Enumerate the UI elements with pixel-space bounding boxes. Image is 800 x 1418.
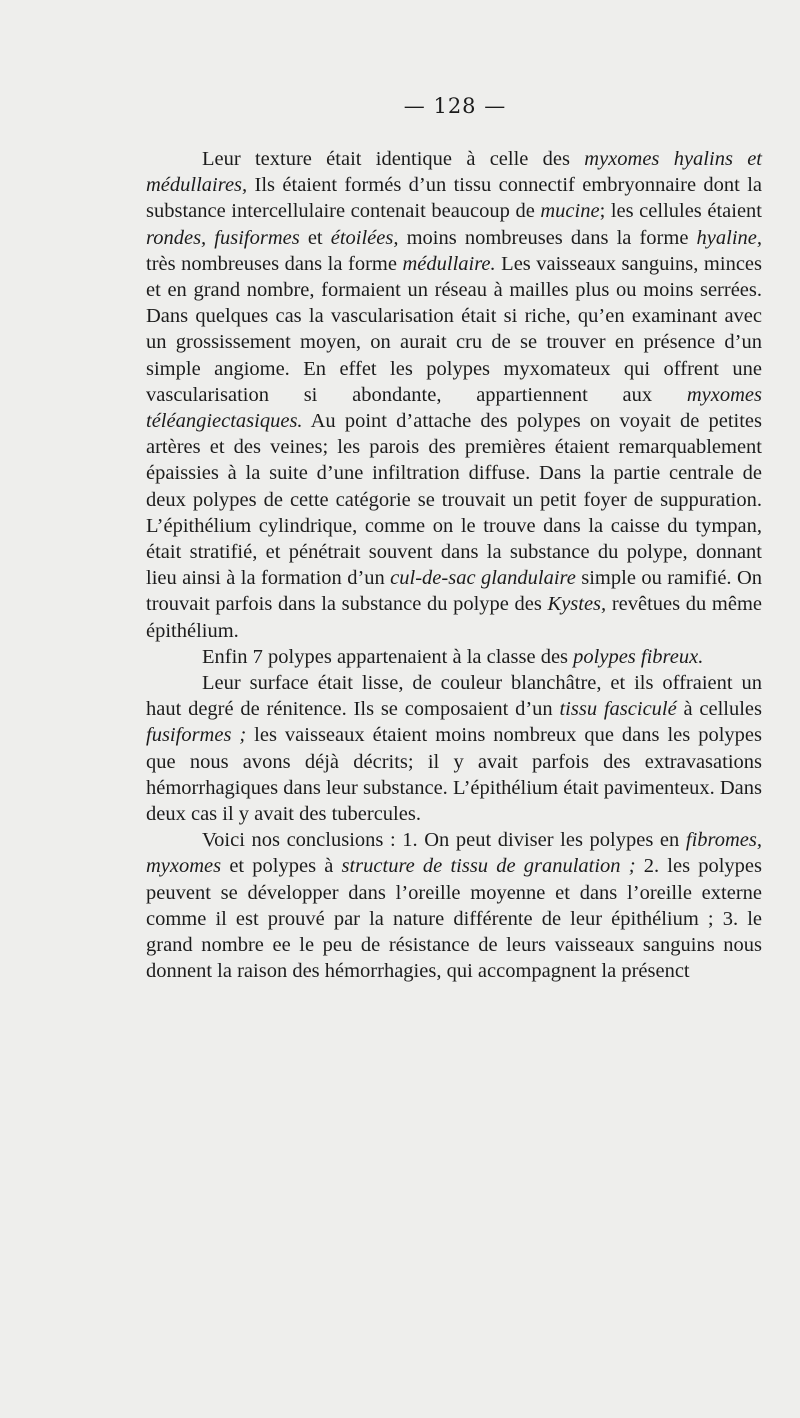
paragraph (146, 146, 762, 644)
italic-term: fusiformes ; (146, 724, 247, 747)
text-run: et polypes à (221, 855, 342, 878)
page-number: — 128 — (403, 94, 507, 118)
paragraph (146, 827, 762, 984)
italic-term: myxomes téléangiectasiques. (146, 383, 762, 433)
italic-term: myxomes hyalins et médullaires, (146, 148, 762, 197)
italic-term: cul-de-sac glandulaire (390, 567, 576, 590)
italic-term: médullaire. (402, 252, 496, 275)
paragraph (146, 670, 762, 827)
paragraph (146, 644, 762, 670)
italic-term: Kystes, (547, 593, 607, 616)
text-run: Les vaisseaux sanguins, minces et en grand nombre, formaient un réseau à mailles plus ou moins serrées. Dans quelques cas la vascularisation était si riche, qu’en examinant avec un grossissement moyen, on aurait cru de se trouver en présence d’un simple angiome. En effet les polypes myxomateux qui offrent une vascularisation si abondante, appartiennent aux (146, 252, 762, 406)
text-run: à cellules (676, 698, 762, 721)
text-run: et (299, 226, 331, 249)
text-run: ; les cellules étaient (599, 200, 762, 223)
text-run: 2. les polypes peuvent se développer dans l’oreille moyenne et dans l’oreille externe comme il est prouvé par la nature différente de leur épithélium ; 3. le grand nombre ee le peu de résistance de leurs vaisseaux sanguins nous donnent la raison des hémorrhagies, qui accompagnent la présenct (146, 855, 762, 983)
italic-term: rondes, fusiformes (146, 226, 300, 249)
italic-term: mucine (540, 200, 600, 223)
body-text (146, 146, 762, 985)
text-run: Leur texture était identique à celle des (202, 148, 585, 170)
text-run: Au point d’attache des polypes on voyait de petites artères et des veines; les parois des premières étaient remarquablement épaissies à la suite d’une infiltration diffuse. Dans la partie centrale de deux polypes de cette catégorie se trouvait un petit foyer de suppuration. L’épithélium cylindrique, comme on le trouve dans la caisse du tympan, était stratifié, et pénétrait souvent dans la substance du polype, donnant lieu ainsi à la formation d’un (146, 410, 762, 590)
text-run: moins nombreuses dans la forme (398, 226, 697, 249)
text-run: très nombreuses dans la forme (146, 252, 403, 275)
italic-term: étoilées, (330, 226, 399, 249)
text-run: les vaisseaux étaient moins nombreux que dans les polypes que nous avons déjà décrits; il y avait parfois des extravasations hémorrhagiques dans leur substance. L’épithélium était pavimenteux. Dans deux cas il y avait des tubercules. (146, 724, 762, 826)
italic-term: fibromes, myxomes (146, 829, 762, 878)
text-run: Enfin 7 polypes appartenaient à la classe des (202, 645, 574, 668)
text-run: revêtues du même épithélium. (146, 593, 762, 642)
text-run: Ils étaient formés d’un tissu connectif embryonnaire dont la substance intercellulaire contenait beaucoup de (146, 174, 762, 223)
italic-term: hyaline, (696, 226, 763, 249)
italic-term: structure de tissu de granulation ; (341, 855, 636, 878)
text-run: Voici nos conclusions : 1. On peut diviser les polypes en (202, 829, 686, 852)
italic-term: tissu fasciculé (559, 698, 677, 721)
text-run: simple ou ramifié. On trouvait parfois dans la substance du polype des (146, 567, 762, 616)
italic-term: polypes fibreux. (573, 645, 704, 668)
text-run: Leur surface était lisse, de couleur blanchâtre, et ils offraient un haut degré de rénitence. Ils se composaient d’un (146, 672, 762, 721)
